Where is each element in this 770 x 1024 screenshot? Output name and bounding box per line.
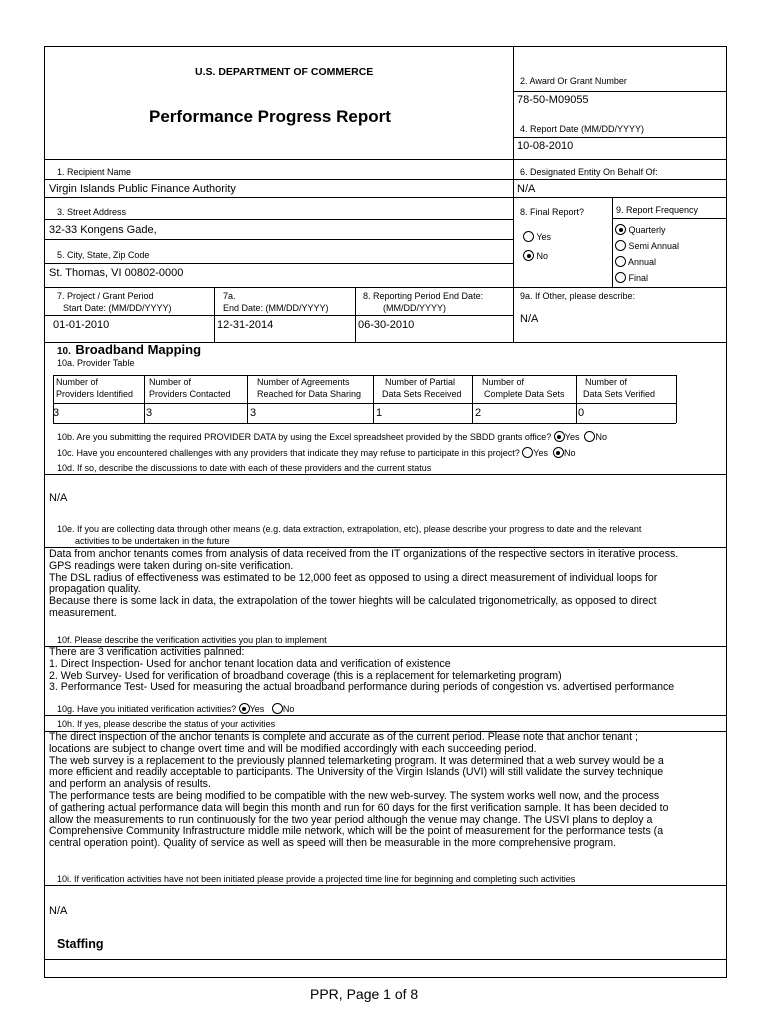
value-providers-contacted[interactable]: 3 [146, 407, 153, 419]
final-report-label: 8. Final Report? [520, 207, 585, 217]
col-header-complete-sets: Number of Complete Data Sets [482, 377, 565, 399]
city-label: 5. City, State, Zip Code [57, 250, 150, 260]
col-header-verified-sets: Number of Data Sets Verified [583, 377, 656, 399]
q10c-yes-radio[interactable] [522, 447, 533, 458]
designated-entity-label: 6. Designated Entity On Behalf Of: [520, 167, 658, 177]
col-header-partial-sets: Number of Partial Data Sets Received [382, 377, 462, 399]
q10g-yes-radio[interactable] [239, 703, 250, 714]
q10b-no-radio[interactable] [584, 431, 595, 442]
value-verified-sets[interactable]: 0 [578, 407, 585, 419]
report-date-label: 4. Report Date (MM/DD/YYYY) [520, 124, 645, 134]
other-frequency-value[interactable]: N/A [520, 313, 539, 325]
annual-radio[interactable] [615, 256, 626, 267]
final-report-no[interactable]: No [523, 250, 548, 261]
report-form [44, 46, 727, 978]
answer-10f[interactable]: There are 3 verification activities palnned: 1. Direct Inspection- Used for anchor tenant location data and verification of existence 2. Web Survey- Used for verification of broadband coverage (this is a replacement for telemarketing program) 3. Performance Test- Used for measuring the actual broadband performance during periods of congestion vs. advertised performance [49, 646, 675, 694]
freq-semi-annual[interactable]: Semi Annual [615, 240, 679, 251]
answer-10i[interactable]: N/A [49, 905, 68, 917]
question-10d: 10d. If so, describe the discussions to date with each of these providers and the current status [57, 463, 432, 473]
value-providers-identified[interactable]: 3 [53, 407, 60, 419]
freq-quarterly[interactable]: Quarterly [615, 224, 666, 235]
page-title: Performance Progress Report [149, 107, 391, 126]
freq-annual[interactable]: Annual [615, 256, 656, 267]
question-10h: 10h. If yes, please describe the status of your activities [57, 719, 276, 729]
final-radio[interactable] [615, 272, 626, 283]
staffing-heading: Staffing [57, 937, 104, 951]
value-partial-sets[interactable]: 1 [376, 407, 383, 419]
question-10i: 10i. If verification activities have not been initiated please provide a projected time line for beginning and completing such activities [57, 874, 576, 884]
semi-annual-radio[interactable] [615, 240, 626, 251]
question-10b: 10b. Are you submitting the required PROVIDER DATA by using the Excel spreadsheet provided by the SBDD grants office? Yes No [57, 432, 607, 442]
recipient-name-label: 1. Recipient Name [57, 167, 132, 177]
answer-10d[interactable]: N/A [49, 492, 68, 504]
value-agreements[interactable]: 3 [250, 407, 257, 419]
provider-table-label: 10a. Provider Table [57, 358, 135, 368]
reporting-period-value[interactable]: 06-30-2010 [358, 319, 415, 331]
final-no-radio[interactable] [523, 250, 534, 261]
reporting-period-label: 8. Reporting Period End Date: (MM/DD/YYYY) [363, 291, 484, 313]
q10g-no-radio[interactable] [272, 703, 283, 714]
quarterly-radio[interactable] [615, 224, 626, 235]
value-complete-sets[interactable]: 2 [475, 407, 482, 419]
final-yes-radio[interactable] [523, 231, 534, 242]
other-frequency-label: 9a. If Other, please describe: [520, 291, 636, 301]
start-date-value[interactable]: 01-01-2010 [53, 319, 110, 331]
col-header-providers-identified: Number of Providers Identified [56, 377, 134, 399]
section-10-heading: 10. Broadband Mapping [57, 342, 202, 357]
answer-10e[interactable]: Data from anchor tenants comes from analysis of data received from the IT organizations of the respective sectors in iterative process. GPS readings were taken during on-site verification. The DSL radius of effectiveness was estimated to be 12,000 feet as opposed to using a direct measurement of individual loops for propagation quality. Because there is some lack in data, the extrapolation of the tower hieghts will be calculated trigonometrically, as opposed to direct measurement. [49, 548, 679, 619]
report-date-value[interactable]: 10-08-2010 [517, 140, 574, 152]
award-number-value[interactable]: 78-50-M09055 [517, 94, 589, 106]
col-header-agreements: Number of Agreements Reached for Data Sharing [257, 377, 362, 399]
answer-10h[interactable]: The direct inspection of the anchor tenants is complete and accurate as of the current period. Please note that anchor tenant ; locations are subject to change overt time and will be modified accordingly with each succeeding period. The web survey is a replacement to the previously planned telemarketing program. It was determined that a web survey would be a more efficient and readily acceptable to participants. The University of the Virgin Islands (UVI) will still validate the survey technique and perform an analysis of results. The performance tests are being modified to be compatible with the new web-survey. The system works well now, and the process of gathering actual performance data will begin this month and run for 60 days for the first verification sample. It has been decided to allow the measurements to run continuously for the two year period although the venue may change. The USVI plans to deploy a Comprehensive Community Infrastructure middle mile network, which will be the point of measurement for the performance tests (a central operation point). Quality of service as well as speed will then be measurable in the more comprehensive program. [49, 731, 669, 850]
col-header-providers-contacted: Number of Providers Contacted [149, 377, 231, 399]
street-address-label: 3. Street Address [57, 207, 127, 217]
city-value[interactable]: St. Thomas, VI 00802-0000 [49, 267, 184, 279]
end-date-label: 7a. End Date: (MM/DD/YYYY) [223, 291, 329, 313]
award-number-label: 2. Award Or Grant Number [520, 76, 627, 86]
project-period-label: 7. Project / Grant Period Start Date: (MM/DD/YYYY) [57, 291, 172, 313]
street-address-value[interactable]: 32-33 Kongens Gade, [49, 224, 157, 236]
recipient-name-value[interactable]: Virgin Islands Public Finance Authority [49, 183, 236, 195]
report-frequency-label: 9. Report Frequency [616, 205, 699, 215]
freq-final[interactable]: Final [615, 272, 648, 283]
question-10e: 10e. If you are collecting data through other means (e.g. data extraction, extrapolation, etc), please describe your progress to date and the relevant activities to be undertaken in the future [57, 524, 642, 546]
question-10c: 10c. Have you encountered challenges with any providers that indicate they may refuse to participate in this project? Yes No [57, 448, 576, 458]
department-name: U.S. DEPARTMENT OF COMMERCE [195, 66, 374, 78]
page-footer: PPR, Page 1 of 8 [310, 986, 419, 1002]
q10c-no-radio[interactable] [553, 447, 564, 458]
question-10g: 10g. Have you initiated verification activities? Yes No [57, 704, 295, 714]
q10b-yes-radio[interactable] [554, 431, 565, 442]
designated-entity-value[interactable]: N/A [517, 183, 536, 195]
question-10f: 10f. Please describe the verification activities you plan to implement [57, 635, 327, 645]
end-date-value[interactable]: 12-31-2014 [217, 319, 274, 331]
final-report-yes[interactable]: Yes [523, 231, 551, 242]
